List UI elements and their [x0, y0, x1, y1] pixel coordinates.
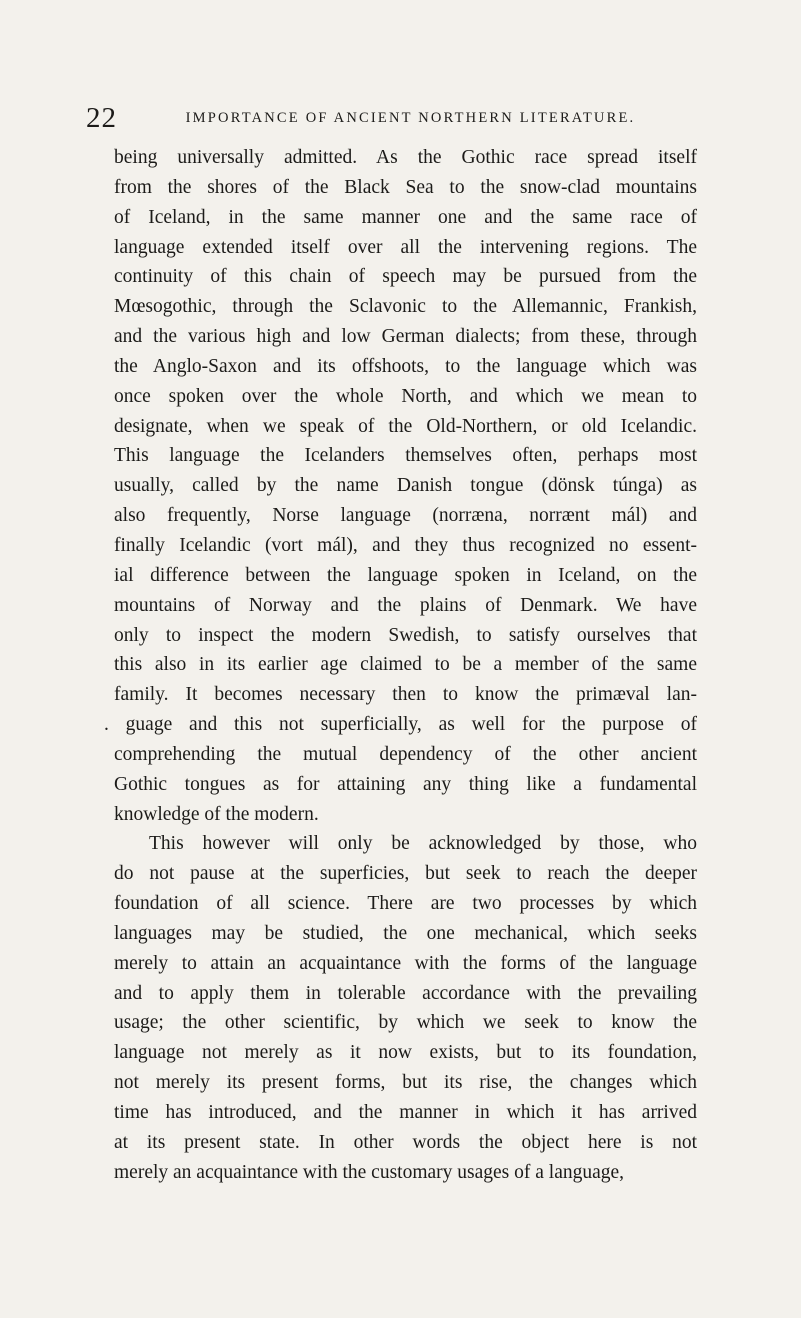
text-line: language not merely as it now exists, but to its foundation,: [114, 1042, 697, 1064]
text-line: only to inspect the modern Swedish, to satisfy ourselves that: [114, 624, 697, 646]
text-line: merely an acquaintance with the customary usages of a language,: [114, 1161, 625, 1183]
text-line: time has introduced, and the manner in which it has arrived: [114, 1102, 697, 1123]
text-line: being universally admitted. As the Gothic race spread itself: [114, 147, 697, 168]
text-line: the Anglo-Saxon and its offshoots, to the language which was: [114, 355, 697, 377]
text-line: This language the Icelanders themselves often, perhaps most: [114, 445, 697, 467]
text-line: knowledge of the modern.: [114, 803, 319, 825]
text-line: and the various high and low German dialects; from these, through: [114, 326, 697, 348]
page-number: 22: [86, 102, 117, 134]
body-text: [104, 143, 697, 1188]
text-line: ial difference between the language spoken in Iceland, on the: [114, 564, 697, 586]
text-line: This however will only be acknowledged by those, who: [149, 833, 697, 855]
text-line: and to apply them in tolerable accordance with the prevailing: [114, 982, 697, 1004]
text-line: finally Icelandic (vort mál), and they thus recognized no essent-: [114, 534, 697, 556]
text-line: family. It becomes necessary then to know the primæval lan-: [114, 684, 697, 706]
text-line: of Iceland, in the same manner one and the same race of: [114, 206, 697, 228]
text-line: usually, called by the name Danish tongue (dönsk túnga) as: [114, 475, 697, 497]
text-line: merely to attain an acquaintance with the forms of the language: [114, 952, 697, 974]
text-line: from the shores of the Black Sea to the snow-clad mountains: [114, 176, 697, 198]
text-line: language extended itself over all the intervening regions. The: [114, 236, 697, 258]
text-line: at its present state. In other words the object here is not: [114, 1131, 697, 1153]
running-header: [86, 103, 715, 133]
text-line: comprehending the mutual dependency of the other ancient: [114, 743, 697, 765]
text-line: Mœsogothic, through the Sclavonic to the Allemannic, Frankish,: [114, 296, 697, 318]
text-line: continuity of this chain of speech may be pursued from the: [114, 266, 697, 288]
text-line: also frequently, Norse language (norræna, norrænt mál) and: [114, 505, 697, 527]
text-line: do not pause at the superficies, but seek to reach the deeper: [114, 863, 697, 885]
text-line: designate, when we speak of the Old-Northern, or old Icelandic.: [114, 415, 697, 437]
header-title: IMPORTANCE OF ANCIENT NORTHERN LITERATURE.: [185, 110, 636, 126]
text-line: usage; the other scientific, by which we seek to know the: [114, 1012, 697, 1034]
text-line: languages may be studied, the one mechanical, which seeks: [114, 922, 697, 944]
text-line: Gothic tongues as for attaining any thing like a fundamental: [114, 773, 697, 795]
text-line: . guage and this not superficially, as well for the purpose of: [104, 714, 697, 736]
text-line: mountains of Norway and the plains of Denmark. We have: [114, 594, 697, 616]
text-line: once spoken over the whole North, and which we mean to: [114, 385, 697, 407]
text-line: this also in its earlier age claimed to be a member of the same: [114, 654, 697, 676]
text-line: not merely its present forms, but its rise, the changes which: [114, 1072, 697, 1094]
text-line: foundation of all science. There are two processes by which: [114, 893, 697, 915]
